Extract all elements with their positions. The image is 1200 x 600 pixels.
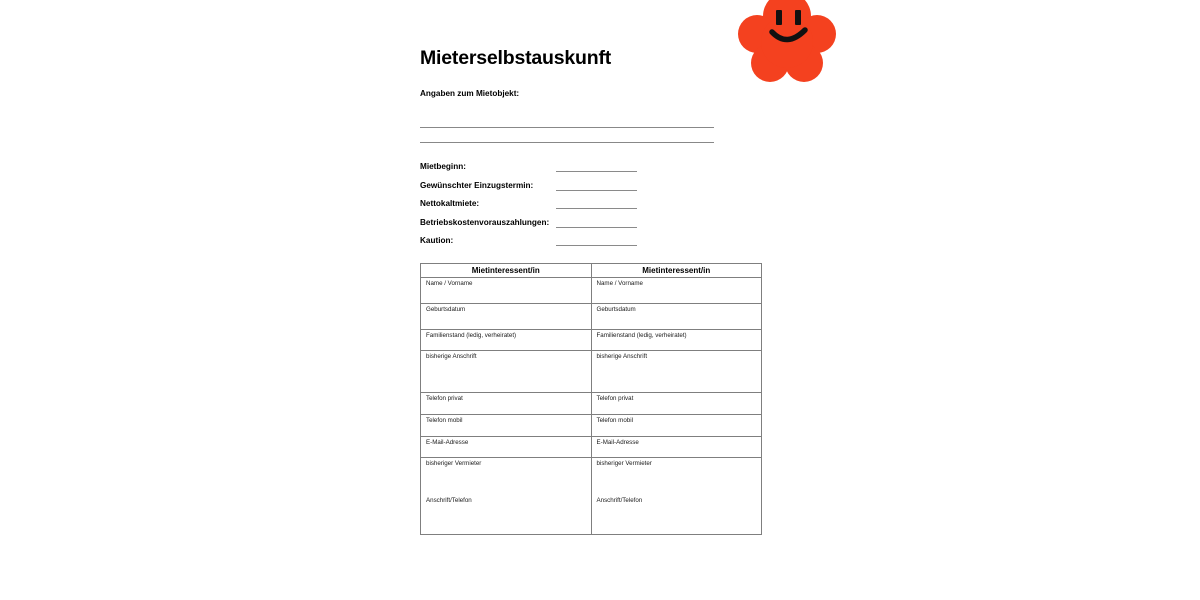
- table-header-row: [421, 264, 762, 278]
- table-row-bisherige-anschrift: [421, 351, 762, 393]
- page-title: Mieterselbstauskunft: [420, 47, 612, 69]
- field-input-betriebskosten[interactable]: [556, 227, 637, 228]
- field-label-kaution: Kaution:: [420, 236, 454, 245]
- field-input-nettokaltmiete[interactable]: [556, 208, 637, 209]
- cell-email-adresse-left[interactable]: [421, 437, 592, 458]
- table-row-bisheriger-vermieter: [421, 458, 762, 535]
- table-row-geburtsdatum: [421, 304, 762, 330]
- field-input-mietbeginn[interactable]: [556, 171, 637, 172]
- mietinteressenten-table: [420, 263, 762, 535]
- cell-bisheriger-vermieter-left[interactable]: [421, 458, 592, 535]
- cell-label-telefon-mobil-right: Telefon mobil: [596, 417, 633, 424]
- cell-label-anschrift-telefon-right: Anschrift/Telefon: [596, 497, 643, 504]
- cell-label-bisherige-anschrift-right: bisherige Anschrift: [596, 353, 648, 360]
- table-header-mietinteressent-1: Mietinteressent/in: [421, 264, 592, 278]
- table-row-familienstand: [421, 330, 762, 351]
- cell-telefon-privat-right[interactable]: [591, 393, 762, 415]
- cell-label-telefon-mobil-left: Telefon mobil: [426, 417, 463, 424]
- table-header-mietinteressent-2: Mietinteressent/in: [591, 264, 762, 278]
- cell-name-left[interactable]: [421, 278, 592, 304]
- mietobjekt-write-line-2[interactable]: [420, 142, 714, 143]
- cell-geburtsdatum-right[interactable]: [591, 304, 762, 330]
- cell-label-name-right: Name / Vorname: [596, 280, 643, 287]
- table-row-name: [421, 278, 762, 304]
- cell-telefon-privat-left[interactable]: [421, 393, 592, 415]
- cell-label-email-adresse-left: E-Mail-Adresse: [426, 439, 469, 446]
- cell-label-email-adresse-right: E-Mail-Adresse: [596, 439, 639, 446]
- cell-bisherige-anschrift-left[interactable]: [421, 351, 592, 393]
- field-label-mietbeginn: Mietbeginn:: [420, 162, 466, 171]
- cell-label-telefon-privat-left: Telefon privat: [426, 395, 463, 402]
- table-row-telefon-privat: [421, 393, 762, 415]
- cell-geburtsdatum-left[interactable]: [421, 304, 592, 330]
- field-label-betriebskosten: Betriebskostenvorauszahlungen:: [420, 217, 550, 227]
- table-row-telefon-mobil: [421, 415, 762, 437]
- table-row-email-adresse: [421, 437, 762, 458]
- cell-familienstand-right[interactable]: [591, 330, 762, 351]
- field-input-einzugstermin[interactable]: [556, 190, 637, 191]
- cell-bisherige-anschrift-right[interactable]: [591, 351, 762, 393]
- cell-telefon-mobil-right[interactable]: [591, 415, 762, 437]
- cell-telefon-mobil-left[interactable]: [421, 415, 592, 437]
- field-row-nettokaltmiete: [420, 199, 770, 218]
- cell-name-right[interactable]: [591, 278, 762, 304]
- field-row-einzugstermin: [420, 181, 770, 200]
- cell-email-adresse-right[interactable]: [591, 437, 762, 458]
- document-body: [420, 0, 770, 600]
- cell-label-familienstand-left: Familienstand (ledig, verheiratet): [426, 332, 517, 339]
- field-label-nettokaltmiete: Nettokaltmiete:: [420, 199, 480, 208]
- cell-bisheriger-vermieter-right[interactable]: [591, 458, 762, 535]
- cell-label-telefon-privat-right: Telefon privat: [596, 395, 634, 402]
- field-input-kaution[interactable]: [556, 245, 637, 246]
- cell-label-bisherige-anschrift-left: bisherige Anschrift: [426, 353, 477, 360]
- field-row-betriebskosten: [420, 218, 770, 237]
- cell-label-bisheriger-vermieter-left: bisheriger Vermieter: [426, 460, 482, 467]
- field-row-kaution: [420, 236, 770, 255]
- section-label-mietobjekt: Angaben zum Mietobjekt:: [420, 89, 520, 98]
- property-fields-list: [420, 162, 770, 255]
- cell-label-geburtsdatum-left: Geburtsdatum: [426, 306, 466, 313]
- cell-label-name-left: Name / Vorname: [426, 280, 473, 287]
- mietobjekt-write-line-1[interactable]: [420, 127, 714, 128]
- cell-label-familienstand-right: Familienstand (ledig, verheiratet): [596, 332, 687, 339]
- cell-label-anschrift-telefon-left: Anschrift/Telefon: [426, 497, 472, 504]
- cell-label-bisheriger-vermieter-right: bisheriger Vermieter: [596, 460, 652, 467]
- cell-label-geburtsdatum-right: Geburtsdatum: [596, 306, 636, 313]
- cell-familienstand-left[interactable]: [421, 330, 592, 351]
- field-label-einzugstermin: Gewünschter Einzugstermin:: [420, 180, 534, 190]
- field-row-mietbeginn: [420, 162, 770, 181]
